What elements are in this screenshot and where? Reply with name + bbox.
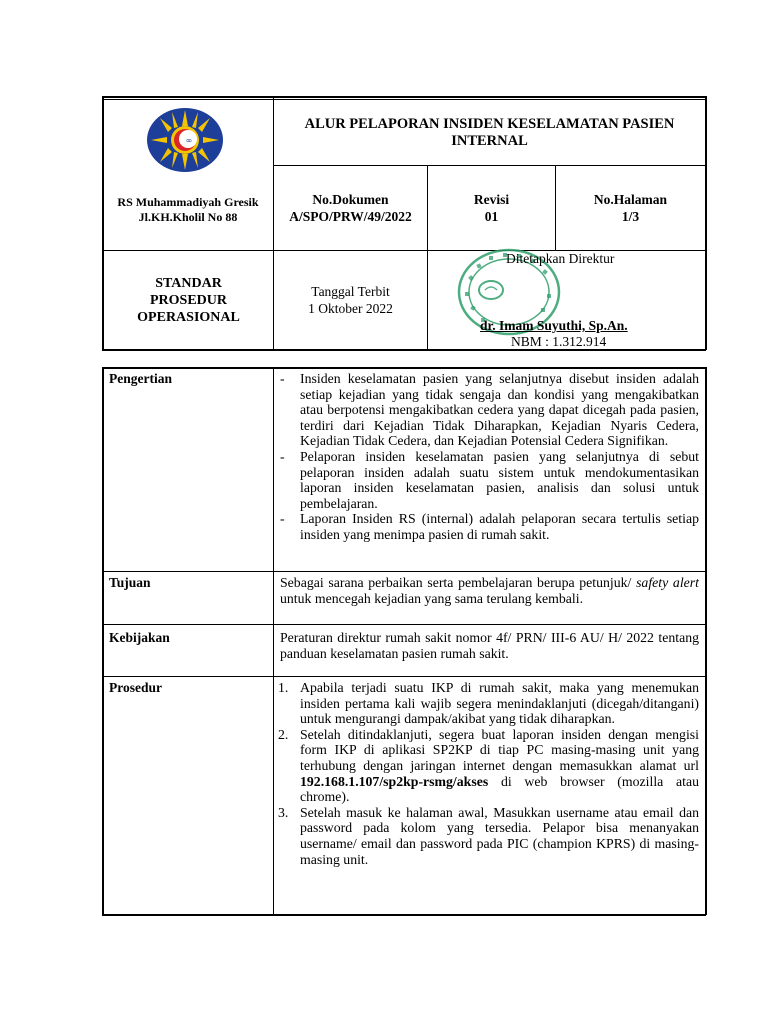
revision-label: Revisi [473, 192, 510, 207]
section-label-tujuan: Tujuan [109, 575, 151, 590]
page-value: 1/3 [621, 209, 640, 224]
page-number [556, 166, 705, 250]
director-name: dr. Imam Suyuthi, Sp.An. [480, 318, 628, 333]
section-label-kebijakan: Kebijakan [109, 630, 170, 645]
director-nbm: NBM : 1.312.914 [511, 334, 607, 349]
section-label-prosedur: Prosedur [109, 680, 162, 695]
revision-value: 01 [484, 209, 499, 224]
hospital-logo-icon [145, 106, 225, 174]
svg-text:∞: ∞ [185, 136, 193, 145]
document-title: ALUR PELAPORAN INSIDEN KESELAMATAN PASIEN INTERNAL [304, 115, 675, 149]
section-body-prosedur [278, 680, 699, 867]
hospital-info [104, 190, 272, 230]
list-item: - Insiden keselamatan pasien yang selanjutnya disebut insiden adalah setiap kejadian yang tidak sengaja dan kondisi yang mengakibatkan atau berpotensi mengakibatkan cedera yang dapat dicegah pada pasien, terdiri dari Kejadian Tidak Diharapkan, Kejadian Nyaris Cedera, Kejadian Tidak Cedera, dan Kejadian Potensial Cedera Signifikan. [280, 371, 699, 449]
revision [428, 166, 555, 250]
list-item: - Pelaporan insiden keselamatan pasien yang selanjutnya di sebut pelaporan insiden adalah suatu sistem untuk mendokumentasikan laporan insiden keselamatan pasien, analisis dan solusi untuk pembelajaran. [280, 448, 699, 511]
section-label-pengertian: Pengertian [109, 371, 172, 386]
hospital-address: Jl.KH.Kholil No 88 [138, 210, 238, 224]
approved-by-label: Ditetapkan Direktur [506, 251, 615, 266]
list-item: 2. Setelah ditindaklanjuti, segera buat laporan insiden dengan mengisi form IKP di aplikasi SP2KP di tiap PC masing-masing unit yang terhubung dengan jaringan internet dengan memasukkan alamat url 192.168.1.107/sp2kp-rsmg/akses di web browser (mozilla atau chrome). [278, 726, 699, 805]
issue-label: Tanggal Terbit [311, 284, 390, 299]
doc-no-label: No.Dokumen [312, 192, 389, 207]
issue-date-block [274, 251, 427, 349]
issue-date: 1 Oktober 2022 [308, 301, 393, 316]
hospital-name: RS Muhammadiyah Gresik [117, 195, 259, 209]
list-item: - Laporan Insiden RS (internal) adalah pelaporan secara tertulis setiap insiden yang menimpa pasien di rumah sakit. [280, 511, 699, 542]
list-item: 1. Apabila terjadi suatu IKP di rumah sakit, maka yang menemukan insiden pertama kali wajib segera menindaklanjuti (dicegah/ditangani) untuk mengurangi dampak/akibat yang tidak diharapkan. [278, 680, 699, 727]
section-body-kebijakan: Peraturan direktur rumah sakit nomor 4f/ PRN/ III-6 AU/ H/ 2022 tentang panduan keselamatan pasien rumah sakit. [280, 630, 699, 661]
section-body-tujuan: Sebagai sarana perbaikan serta pembelajaran berupa petunjuk/ safety alert untuk mencegah kejadian yang sama terulang kembali. [280, 575, 699, 606]
doc-no-value: A/SPO/PRW/49/2022 [289, 209, 412, 224]
section-body-pengertian [280, 371, 699, 543]
sop-label: STANDAR PROSEDUR OPERASIONAL [137, 275, 240, 325]
sp2kp-url: 192.168.1.107/sp2kp-rsmg/akses [300, 773, 489, 789]
list-item: 3. Setelah masuk ke halaman awal, Masukkan username atau email dan password pada kolom yang tersedia. Pelapor bisa menanyakan username/ email dan password pada PIC (champion KPRS) di masing-masing unit. [278, 804, 699, 867]
document-number [274, 166, 427, 250]
page-label: No.Halaman [593, 192, 668, 207]
